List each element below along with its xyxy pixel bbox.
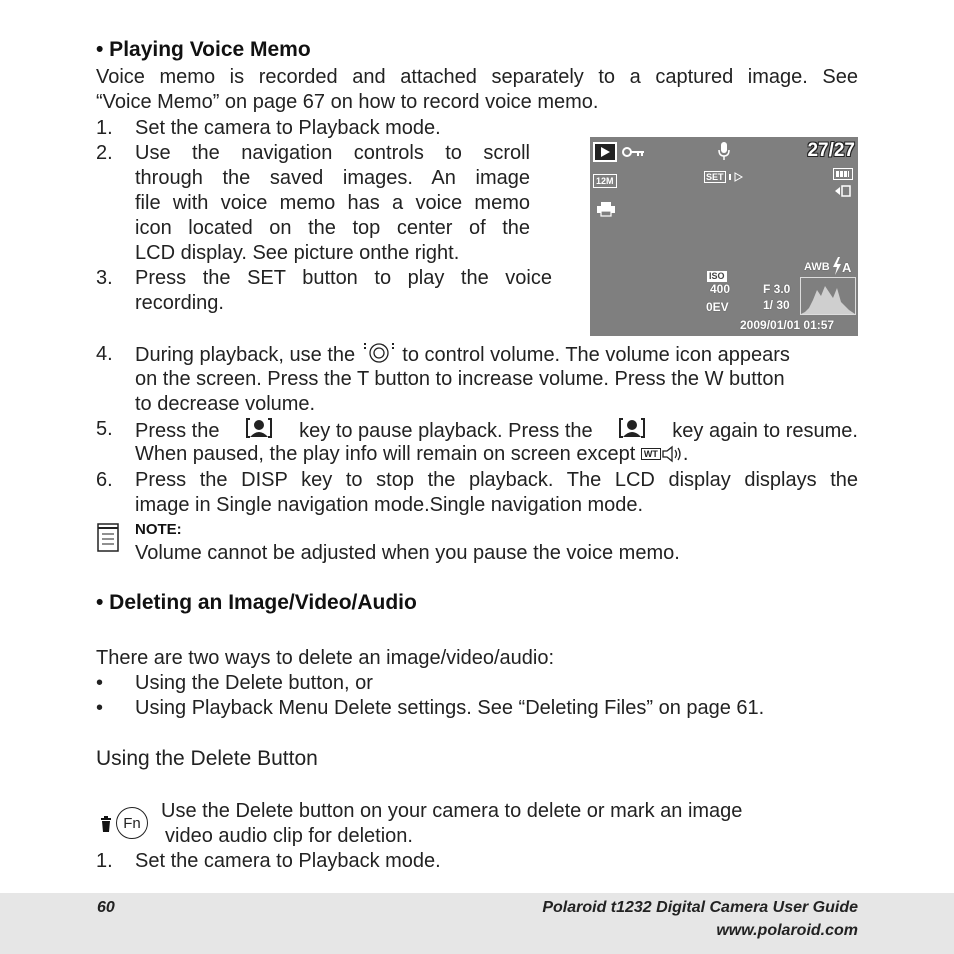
battery-icon [833, 168, 853, 180]
step-text: image in Single navigation mode.Single navigation mode. [135, 494, 644, 516]
step-text [135, 442, 688, 470]
image-counter: 27/27 [807, 140, 855, 161]
print-icon [596, 201, 616, 222]
protect-key-icon [622, 145, 646, 164]
step-text: Set the camera to Playback mode. [135, 117, 441, 139]
aperture-value: F 3.0 [763, 282, 791, 296]
flash-mode-label: A [842, 260, 852, 275]
intro-line-1: Voice memo is recorded and attached separately to a captured image. See [96, 66, 858, 88]
step-text-part: Press the [135, 420, 220, 442]
step-text-part: When paused, the play info will remain on screen except [135, 443, 636, 465]
step-text: to decrease volume. [135, 393, 316, 415]
step-text: through the saved images. An image [135, 167, 530, 189]
playback-mode-icon [593, 142, 617, 162]
delete-intro: There are two ways to delete an image/video/audio: [96, 647, 555, 669]
histogram [800, 277, 856, 315]
step-number: 3. [96, 267, 113, 289]
step-text: on the screen. Press the T button to increase volume. Press the W button [135, 368, 785, 390]
set-play-hint [704, 171, 744, 183]
awb-label: AWB [804, 261, 830, 273]
website-url: www.polaroid.com [716, 922, 858, 939]
note-notepad-icon [97, 522, 119, 557]
bullet-item: Using the Delete button, or [135, 672, 373, 694]
section-heading-using-delete-button: Using the Delete Button [96, 747, 318, 770]
volume-speaker-icon [661, 445, 683, 470]
step-text-part: key to pause playback. Press the [299, 420, 593, 442]
step-number: 1. [96, 850, 113, 872]
step-text-part: During playback, use the [135, 344, 356, 366]
delete-desc-line-1: Use the Delete button on your camera to delete or mark an image [161, 800, 743, 822]
section-heading-playing-voice-memo: • Playing Voice Memo [96, 38, 311, 61]
step-text-part: key again to resume. [672, 420, 858, 442]
flash-auto-icon [832, 257, 851, 275]
step-text-part: . [682, 443, 689, 465]
lcd-screenshot [590, 137, 858, 336]
transfer-icon [834, 184, 852, 203]
bullet-marker: • [96, 697, 104, 719]
note-label: NOTE: [135, 521, 182, 538]
step-number: 6. [96, 469, 113, 491]
step-number: 2. [96, 142, 113, 164]
trash-icon [100, 813, 112, 838]
step-text: icon located on the top center of the [135, 217, 530, 239]
note-text: Volume cannot be adjusted when you pause the voice memo. [135, 542, 680, 564]
voice-memo-microphone-icon [717, 141, 731, 166]
step-text: Press the DISP key to stop the playback. The LCD display displays the [135, 469, 858, 491]
footer [0, 893, 954, 954]
step-text: Use the navigation controls to scroll [135, 142, 530, 164]
guide-title: Polaroid t1232 Digital Camera User Guide [542, 899, 858, 916]
step-number: 4. [96, 343, 113, 365]
bullet-marker: • [96, 672, 104, 694]
step-number: 1. [96, 117, 113, 139]
step-text: Set the camera to Playback mode. [135, 850, 441, 872]
page-number: 60 [97, 899, 115, 916]
iso-value: 400 [710, 282, 731, 296]
date-time: 2009/01/01 01:57 [740, 318, 835, 332]
fn-delete-button-icon: Fn [116, 807, 148, 839]
iso-label: ISO [709, 271, 725, 281]
play-pause-icon [728, 172, 744, 182]
step-text-part: to control volume. The volume icon appears [402, 344, 790, 366]
step-text: Press the SET button to play the voice [135, 267, 552, 289]
set-label: SET [706, 172, 724, 182]
bullet-item: Using Playback Menu Delete settings. See “Deleting Files” on page 61. [135, 697, 765, 719]
wt-zoom-label: WT [641, 448, 661, 460]
shutter-speed-value: 1/ 30 [763, 298, 790, 312]
section-heading-deleting: • Deleting an Image/Video/Audio [96, 591, 417, 614]
step-text: recording. [135, 292, 224, 314]
intro-line-2: “Voice Memo” on page 67 on how to record voice memo. [96, 91, 599, 113]
step-text: file with voice memo has a voice memo [135, 192, 530, 214]
image-size-label: 12M [593, 174, 617, 188]
step-text: LCD display. See picture onthe right. [135, 242, 460, 264]
delete-desc-line-2: video audio clip for deletion. [165, 825, 413, 847]
exposure-value: 0EV [706, 300, 729, 314]
step-number: 5. [96, 418, 113, 440]
